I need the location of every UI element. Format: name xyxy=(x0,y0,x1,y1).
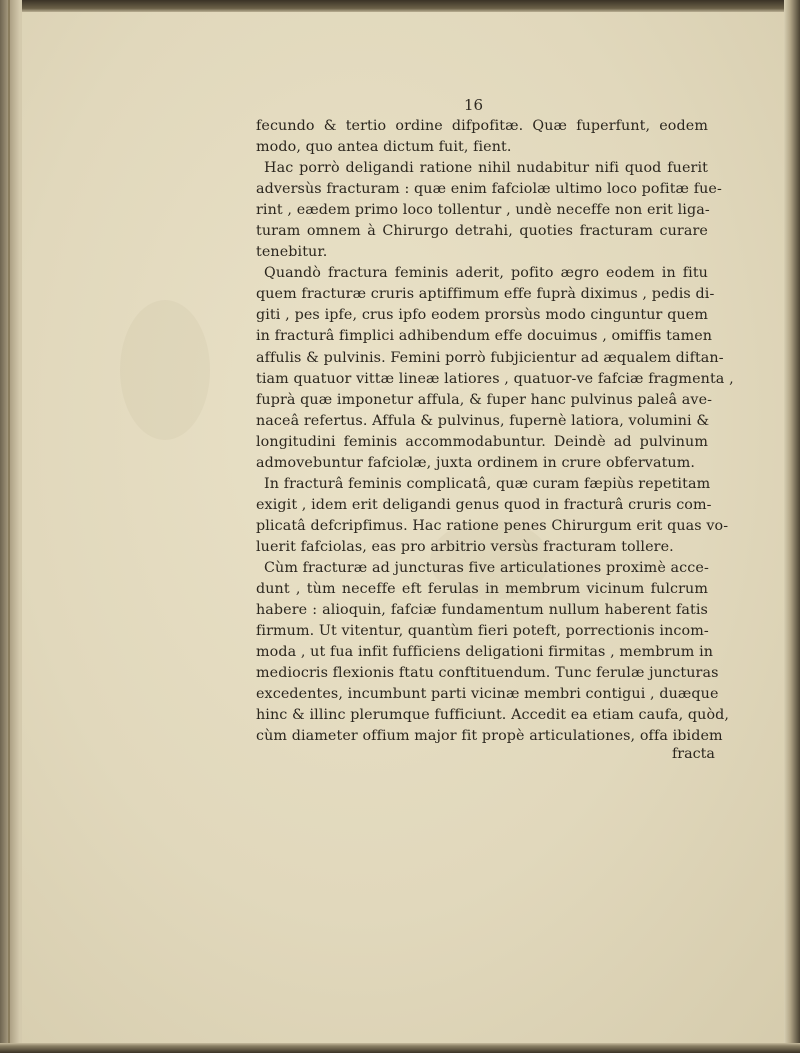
text-line: habere : alioquin, fafciæ fundamentum nullum haberent fatis xyxy=(256,602,708,619)
page-right-edge xyxy=(784,0,800,1053)
page-top-edge xyxy=(0,0,800,12)
text-line: adversùs fracturam : quæ enim fafciolæ ultimo loco pofitæ fue- xyxy=(256,181,722,198)
text-line: cùm diameter offium major fit propè articulationes, offa ibidem xyxy=(256,728,723,745)
text-line: Hac porrò deligandi ratione nihil nudabitur nifi quod fuerit xyxy=(264,160,708,177)
text-line: affulis & pulvinis. Femini porrò fubjicientur ad æqualem diftan- xyxy=(256,349,724,366)
text-line: moda , ut fua infit fufficiens deligationi firmitas , membrum in xyxy=(256,644,714,661)
body-text xyxy=(256,116,734,747)
text-line: quem fracturæ cruris aptiffimum effe fuprà diximus , pedis di- xyxy=(256,286,715,303)
text-line: fuprà quæ imponetur affula, & fuper hanc pulvinus paleâ ave- xyxy=(256,391,713,408)
page-number: 16 xyxy=(464,96,484,114)
text-line: naceâ refertus. Affula & pulvinus, fupernè latiora, volumini & xyxy=(256,412,710,429)
text-line: Quandò fractura feminis aderit, pofito ægro eodem in fitu xyxy=(264,265,708,282)
text-line: hinc & illinc plerumque fufficiunt. Accedit ea etiam caufa, quòd, xyxy=(256,707,730,724)
text-line: luerit fafciolas, eas pro arbitrio versùs fracturam tollere. xyxy=(256,538,674,555)
text-line: Cùm fracturæ ad juncturas five articulationes proximè acce- xyxy=(264,559,709,576)
text-line: rint , eædem primo loco tollentur , undè neceffe non erit liga- xyxy=(256,202,710,219)
page-bottom-edge xyxy=(0,1043,800,1053)
text-line: exigit , idem erit deligandi genus quod in fracturâ cruris com- xyxy=(256,496,712,513)
text-line: modo, quo antea dictum fuit, fient. xyxy=(256,139,512,156)
text-line: mediocris flexionis ftatu conftituendum. Tunc ferulæ juncturas xyxy=(256,665,719,682)
paper-stain xyxy=(120,300,210,440)
text-line: in fracturâ fimplici adhibendum effe docuimus , omiffis tamen xyxy=(256,328,713,345)
text-line: plicatâ defcripfimus. Hac ratione penes Chirurgum erit quas vo- xyxy=(256,517,729,534)
text-line: firmum. Ut vitentur, quantùm fieri poteft, porrectionis incom- xyxy=(256,623,709,640)
text-line: fecundo & tertio ordine difpofitæ. Quæ fuperfunt, eodem xyxy=(256,118,708,134)
text-line: turam omnem à Chirurgo detrahi, quoties fracturam curare xyxy=(256,223,708,240)
catchword: fracta xyxy=(672,746,715,762)
text-line: excedentes, incumbunt parti vicinæ membri contigui , duæque xyxy=(256,686,719,703)
text-line: dunt , tùm neceffe eft ferulas in membrum vicinum fulcrum xyxy=(256,581,708,598)
text-line: tiam quatuor vittæ lineæ latiores , quatuor-ve fafciæ fragmenta , xyxy=(256,370,734,387)
text-line: In fracturâ feminis complicatâ, quæ curam fæpiùs repetitam xyxy=(264,475,711,492)
text-line: tenebitur. xyxy=(256,244,328,261)
text-line: admovebuntur fafciolæ, juxta ordinem in crure obfervatum. xyxy=(256,454,696,471)
page-left-binding xyxy=(0,0,22,1053)
text-line: giti , pes ipfe, crus ipfo eodem prorsùs modo cinguntur quem xyxy=(256,307,708,324)
text-line: longitudini feminis accommodabuntur. Deindè ad pulvinum xyxy=(256,433,708,450)
